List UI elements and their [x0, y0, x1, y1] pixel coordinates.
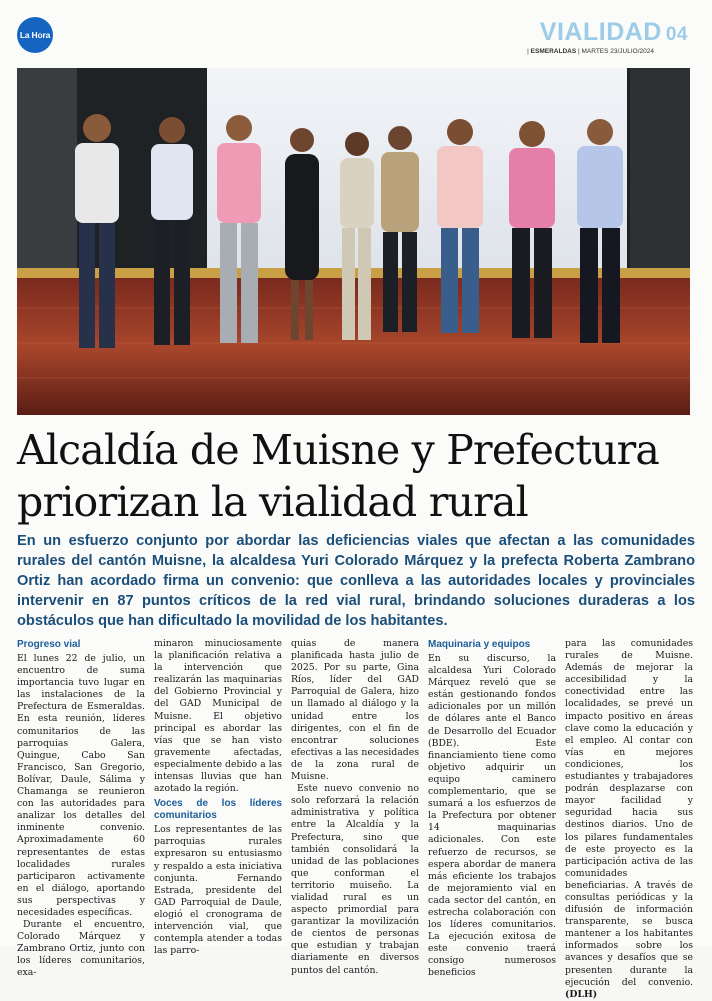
paragraph: Durante el encuentro, Colorado Márquez y Zambrano Ortiz, junto con los líderes comunitarios, exa- [17, 919, 145, 979]
article-column-2 [154, 638, 282, 957]
paragraph: Los representantes de las parroquias rurales expresaron su entusiasmo y respaldo a esta iniciativa conjunta. Fernando Estrada, presidente del GAD Parroquial de Daule, elogió el cronograma de intervención vial, que contempla atender a todas las parro- [154, 824, 282, 957]
la-hora-logo: La Hora [17, 17, 53, 53]
article-column-1 [17, 638, 145, 979]
subhead-maquinaria-equipos: Maquinaria y equipos [428, 639, 531, 650]
subhead-progreso-vial: Progreso vial [17, 639, 81, 650]
paragraph: Este nuevo convenio no solo reforzará la relación administrativa y política entre la Alcaldía y la Prefectura, sino que también consolidará la unidad de las poblaciones que conforman el territorio muiseño. La vialidad rural es un aspecto primordial para garantizar la movilización de cientos de personas que estudian y trabajan diariamente en diversos puntos del cantón. [291, 783, 419, 976]
group-photo-illustration [17, 68, 690, 415]
edition-date: | ESMERALDAS | MARTES 23/JULIO/2024 [527, 48, 654, 55]
edition-name: ESMERALDAS [530, 48, 577, 55]
paragraph: minaron minuciosamente la planificación relativa a la intervención que realizarán las maquinarias del Gobierno Provincial y del GAD Municipal de Muisne. El objetivo principal es abordar las vías que se han visto gravemente afectadas, especialmente debido a las intensas lluvias que han azotado la región. [154, 638, 282, 795]
paragraph: En su discurso, la alcaldesa Yuri Colorado Márquez reveló que se están gestionando fondos adicionales por un millón de dólares ante el Banco de Desarrollo del Ecuador (BDE). Este financiamiento tiene como objetivo adquirir un equipo caminero complementario, que se sumará a los esfuerzos de la Prefectura por obtener 14 maquinarias adicionales. Con este refuerzo de recursos, se espera abordar de manera más eficiente los trabajos de mejoramiento vial en cada sector del cantón, en estrecha colaboración con los líderes comunitarios. La ejecución exitosa de este convenio traerá consigo numerosos beneficios [428, 653, 556, 979]
author-credit: (DLH) [565, 988, 598, 1000]
paragraph [565, 638, 693, 1001]
group-photo [17, 68, 690, 415]
article-column-4 [428, 638, 556, 979]
issue-date: MARTES 23/JULIO/2024 [581, 48, 654, 55]
paragraph: El lunes 22 de julio, un encuentro de suma importancia tuvo lugar en las instalaciones de la Prefectura de Esmeraldas. En esta reunión, líderes comunitarios de las parroquias Galera, Quingue, Cabo San Francisco, San Gregorio, Bolívar, Daule, Sálima y Chamanga se reunieron con las autoridades para analizar los detalles del inminente convenio. Aproximadamente 60 representantes de estas localidades rurales participaron activamente en el diálogo, aportando sus perspectivas y necesidades específicas. [17, 653, 145, 918]
lead-paragraph: En un esfuerzo conjunto por abordar las deficiencias viales que afectan a las comunidades rurales del cantón Muisne, la alcaldesa Yuri Colorado Márquez y la prefecta Roberta Zambrano Ortiz han acordado firma un convenio: que conlleva a las autoridades locales y provinciales intervenir en 87 puntos críticos de la red vial rural, brindando soluciones duraderas a los obstáculos que han dificultado la movilidad de los habitantes. [17, 533, 695, 629]
subhead-voces-lideres: Voces de los líderes comunitarios [154, 798, 282, 822]
article-column-3 [291, 638, 419, 976]
article-body [17, 638, 693, 1000]
paragraph: quias de manera planificada hasta julio de 2025. Por su parte, Gina Ríos, líder del GAD Parroquial de Galera, hizo un llamado al diálogo y la unidad entre los dirigentes, con el fin de encontrar soluciones efectivas a las necesidades de la zona rural de Muisne. [291, 638, 419, 783]
section-title [540, 18, 688, 47]
paragraph-text: para las comunidades rurales de Muisne. Además de mejorar la accesibilidad y la conectividad entre las localidades, se prevé un impacto positivo en áreas clave como la educación y el empleo. Al contar con vías en mejores condiciones, los estudiantes y trabajadores podrán desplazarse con mayor facilidad y seguridad hacia sus destinos diarios. Uno de los pilares fundamentales de este proyecto es la participación activa de las comunidades beneficiarias. A través de consultas periódicas y la difusión de información transparente, se busca mantener a los habitantes informados sobre los avances y desafíos que se presenten durante la ejecución del convenio. [565, 638, 693, 988]
section-name: VIALIDAD [539, 18, 662, 46]
page-number: 04 [665, 24, 688, 45]
headline: Alcaldía de Muisne y Prefectura priorizan la vialidad rural [17, 426, 660, 526]
article-column-5 [565, 638, 693, 1000]
